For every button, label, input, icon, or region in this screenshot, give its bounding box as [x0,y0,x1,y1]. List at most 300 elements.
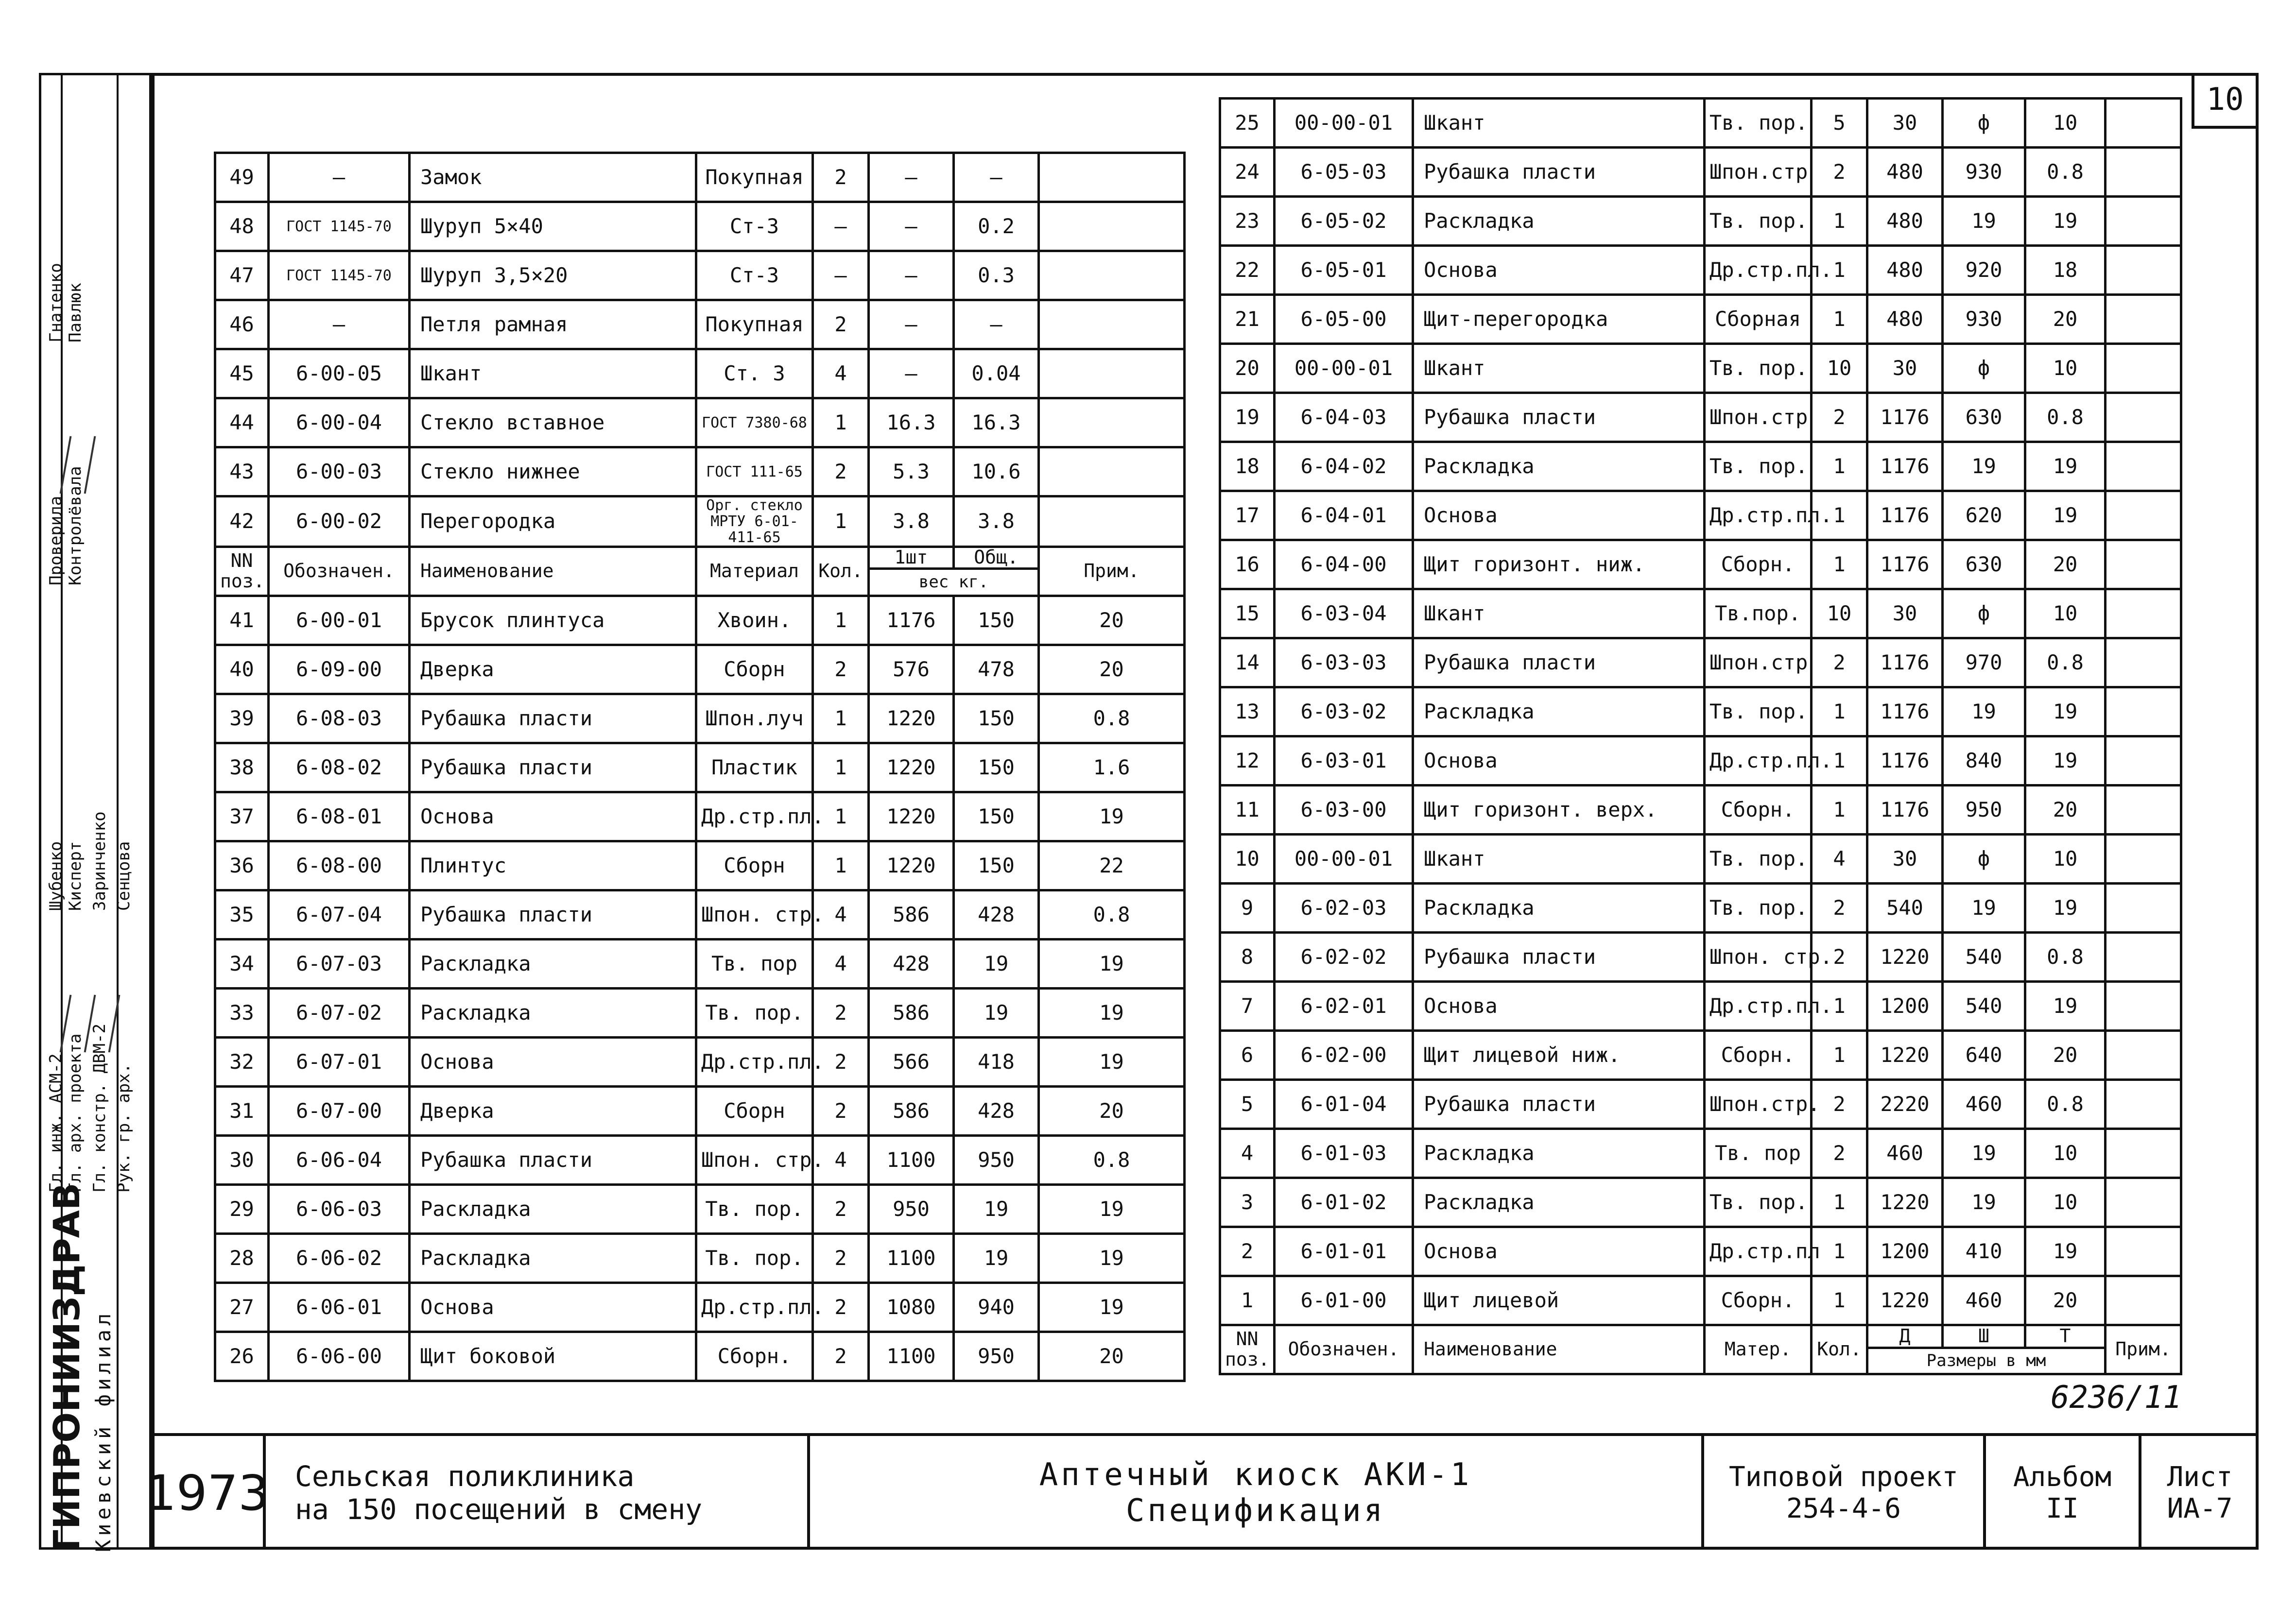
cell-qty: 2 [813,1283,869,1332]
cell-c6: 30 [1867,344,1943,393]
cell-material: Др.стр.пл [1705,1227,1812,1276]
cell-designation: 6-05-02 [1275,197,1413,246]
cell-designation: — [269,300,410,349]
table-row [215,447,1185,496]
cell-material: Др.стр.пл. [1705,736,1812,786]
cell-c6: — [869,202,954,251]
cell-c6: 3.8 [869,496,954,547]
cell-qty: 10 [1812,589,1867,638]
table-row [1220,295,2181,344]
table-row [1220,933,2181,982]
cell-name: Раскладка [410,989,696,1038]
cell-material: Шпон. стр. [696,890,813,940]
header-designation: Обозначен. [1275,1325,1413,1374]
cell-pos: 4 [1220,1129,1275,1178]
cell-c8: 10 [2025,99,2106,148]
cell-c7: 970 [1943,638,2025,687]
table-row [1220,442,2181,491]
table-row [1220,99,2181,148]
cell-pos: 28 [215,1234,269,1283]
cell-note [2106,589,2181,638]
cell-qty: 1 [1812,540,1867,589]
table-header [215,547,1185,569]
header-name: Наименование [410,547,696,596]
cell-qty: 1 [1812,442,1867,491]
cell-c7: 10.6 [954,447,1039,496]
cell-note [2106,344,2181,393]
cell-name: Раскладка [1413,687,1705,736]
sheet [2141,1436,2258,1550]
cell-qty: 2 [813,447,869,496]
cell-pos: 42 [215,496,269,547]
table-row [1220,1227,2181,1276]
cell-pos: 20 [1220,344,1275,393]
cell-material: Ст. 3 [696,349,813,398]
cell-c7: 840 [1943,736,2025,786]
cell-c8: 10 [2025,1129,2106,1178]
cell-c8: 19 [1039,1234,1185,1283]
check-name: Гнатенко [46,263,66,342]
cell-pos: 35 [215,890,269,940]
cell-qty: 1 [813,841,869,890]
cell-note [2106,982,2181,1031]
cell-c7: 0.2 [954,202,1039,251]
cell-pos: 33 [215,989,269,1038]
cell-c8: 19 [1039,1283,1185,1332]
cell-c6: 1100 [869,1136,954,1185]
table-row [1220,1129,2181,1178]
cell-material: Шпон.стр. [1705,1080,1812,1129]
cell-c6: 30 [1867,99,1943,148]
cell-c8: 10 [2025,835,2106,884]
cell-qty: 1 [1812,1031,1867,1080]
album-number: II [2046,1493,2079,1524]
album-label: Альбом [2013,1461,2112,1493]
project-label: Типовой проект [1728,1461,1958,1493]
cell-qty: — [813,251,869,300]
cell-name: Шкант [1413,589,1705,638]
cell-designation: 00-00-01 [1275,835,1413,884]
cell-pos: 41 [215,596,269,645]
cell-c8: 20 [2025,786,2106,835]
cell-qty: 1 [1812,197,1867,246]
table-row [1220,540,2181,589]
cell-c6: 1080 [869,1283,954,1332]
cell-material: Сборн [696,841,813,890]
cell-material: Тв. пор. [696,1185,813,1234]
cell-material: Покупная [696,300,813,349]
cell-material: Сборн [696,1087,813,1136]
cell-qty: 2 [813,1038,869,1087]
cell-c7: 19 [1943,884,2025,933]
table-row [1220,246,2181,295]
cell-c8: 19 [2025,442,2106,491]
cell-pos: 15 [1220,589,1275,638]
cell-c8: 19 [1039,792,1185,841]
cell-c8: 19 [1039,1185,1185,1234]
check-label: Контролёвала [66,466,85,585]
cell-name: Раскладка [410,940,696,989]
cell-designation: 6-02-03 [1275,884,1413,933]
role-label: Рук. гр. арх. [114,1063,134,1193]
cell-designation: 6-06-04 [269,1136,410,1185]
header-weight-one: 1шт [869,547,954,569]
table-row [1220,491,2181,540]
role-name: Заринченко [90,811,109,911]
cell-c6: 1220 [869,841,954,890]
table-row [1220,1080,2181,1129]
cell-qty: 10 [1812,344,1867,393]
cell-c8: 20 [1039,1332,1185,1381]
cell-c7: 19 [1943,1129,2025,1178]
cell-c8: 19 [2025,736,2106,786]
cell-pos: 26 [215,1332,269,1381]
cell-designation: 6-07-01 [269,1038,410,1087]
cell-note [2106,197,2181,246]
cell-name: Рубашка пласти [1413,393,1705,442]
cell-c8 [1039,251,1185,300]
table-row [1220,148,2181,197]
cell-material: Шпон.стр [1705,148,1812,197]
cell-c8: 20 [2025,295,2106,344]
cell-c7: 920 [1943,246,2025,295]
cell-c6: 1220 [1867,933,1943,982]
cell-pos: 44 [215,398,269,447]
cell-designation: 6-08-03 [269,694,410,743]
cell-material: Сборная [1705,295,1812,344]
cell-qty: 1 [813,398,869,447]
project-number: 254-4-6 [1786,1493,1901,1524]
table-row [215,596,1185,645]
cell-c6: 480 [1867,295,1943,344]
cell-designation: 6-02-01 [1275,982,1413,1031]
cell-name: Плинтус [410,841,696,890]
cell-pos: 43 [215,447,269,496]
table-row [215,792,1185,841]
cell-c6: — [869,251,954,300]
cell-c6: 576 [869,645,954,694]
cell-pos: 46 [215,300,269,349]
cell-qty: 1 [1812,1276,1867,1325]
cell-qty: 2 [813,1234,869,1283]
cell-c7: — [954,300,1039,349]
cell-name: Щит лицевой [1413,1276,1705,1325]
cell-name: Рубашка пласти [1413,1080,1705,1129]
cell-pos: 37 [215,792,269,841]
cell-c6: 1220 [1867,1031,1943,1080]
cell-c6: 480 [1867,148,1943,197]
cell-pos: 32 [215,1038,269,1087]
cell-pos: 12 [1220,736,1275,786]
cell-c8: 20 [2025,1031,2106,1080]
table-row [215,1332,1185,1381]
cell-c6: 1100 [869,1234,954,1283]
cell-c6: 5.3 [869,447,954,496]
cell-qty: 4 [1812,835,1867,884]
cell-name: Раскладка [1413,1129,1705,1178]
cell-c7: 950 [954,1332,1039,1381]
cell-qty: 1 [1812,736,1867,786]
cell-qty: 1 [1812,295,1867,344]
cell-c6: 1176 [869,596,954,645]
cell-qty: 4 [813,1136,869,1185]
header-qty: Кол. [1812,1325,1867,1374]
cell-c8: 20 [1039,1087,1185,1136]
cell-designation: 6-07-04 [269,890,410,940]
cell-c8: 10 [2025,589,2106,638]
cell-name: Раскладка [1413,197,1705,246]
cell-c7: 150 [954,841,1039,890]
cell-name: Стекло вставное [410,398,696,447]
role-name: Кисперт [66,841,85,911]
cell-material: ГОСТ 111-65 [696,447,813,496]
cell-material: Тв. пор. [696,1234,813,1283]
cell-name: Основа [1413,491,1705,540]
cell-c7: 460 [1943,1276,2025,1325]
cell-material: Тв. пор. [696,989,813,1038]
title-block [145,1433,2259,1550]
header-sizes: Размеры в мм [1867,1348,2106,1374]
cell-c7: 150 [954,596,1039,645]
cell-designation: 6-03-04 [1275,589,1413,638]
cell-name: Щит лицевой ниж. [1413,1031,1705,1080]
cell-name: Рубашка пласти [410,1136,696,1185]
cell-pos: 10 [1220,835,1275,884]
cell-designation: 6-08-00 [269,841,410,890]
cell-c8: 19 [1039,940,1185,989]
cell-c8: 0.8 [1039,1136,1185,1185]
cell-pos: 9 [1220,884,1275,933]
cell-material: Пластик [696,743,813,792]
cell-pos: 24 [1220,148,1275,197]
cell-material: Тв. пор. [1705,442,1812,491]
organization-branch: Киевский филиал [91,1309,115,1552]
cell-c8: 20 [2025,540,2106,589]
cell-note [2106,246,2181,295]
cell-c7: 150 [954,792,1039,841]
header-thickness: Т [2025,1325,2106,1348]
cell-designation: 6-02-00 [1275,1031,1413,1080]
table-row [215,841,1185,890]
cell-c8 [1039,349,1185,398]
cell-c7: 620 [1943,491,2025,540]
table-row [215,1185,1185,1234]
cell-name: Основа [1413,982,1705,1031]
cell-material: Сборн. [1705,540,1812,589]
cell-c7: 950 [954,1136,1039,1185]
cell-c6: 428 [869,940,954,989]
cell-designation: 6-07-03 [269,940,410,989]
cell-c6: 30 [1867,589,1943,638]
cell-designation: 6-04-01 [1275,491,1413,540]
cell-material: Др.стр.пл. [1705,982,1812,1031]
cell-name: Дверка [410,645,696,694]
cell-name: Основа [410,1283,696,1332]
cell-pos: 34 [215,940,269,989]
table-row [215,743,1185,792]
cell-c7: 19 [954,1185,1039,1234]
table-row [215,251,1185,300]
cell-name: Щит горизонт. верх. [1413,786,1705,835]
cell-designation: 6-06-00 [269,1332,410,1381]
cell-c7: 940 [954,1283,1039,1332]
cell-note [2106,786,2181,835]
cell-name: Раскладка [410,1185,696,1234]
cell-material: Покупная [696,153,813,202]
cell-note [2106,295,2181,344]
cell-qty: 1 [1812,786,1867,835]
cell-qty: — [813,202,869,251]
table-row [215,153,1185,202]
cell-c6: 1176 [1867,393,1943,442]
check-name: Павлюк [66,283,85,342]
cell-qty: 1 [1812,246,1867,295]
cell-name: Раскладка [1413,884,1705,933]
cell-c6: 1176 [1867,540,1943,589]
cell-c6: 586 [869,1087,954,1136]
cell-note [2106,442,2181,491]
cell-name: Петля рамная [410,300,696,349]
cell-designation: 6-00-01 [269,596,410,645]
cell-c6: 1220 [1867,1178,1943,1227]
cell-c7: 930 [1943,148,2025,197]
cell-c8: 19 [1039,989,1185,1038]
cell-pos: 30 [215,1136,269,1185]
cell-note [2106,1276,2181,1325]
cell-name: Дверка [410,1087,696,1136]
cell-designation: 6-03-01 [1275,736,1413,786]
cell-qty: 1 [813,496,869,547]
cell-name: Рубашка пласти [410,743,696,792]
cell-qty: 2 [813,989,869,1038]
cell-c8: 20 [1039,596,1185,645]
cell-material: Шпон. стр. [1705,933,1812,982]
cell-qty: 2 [813,1087,869,1136]
spec-table-right [1219,97,2182,1375]
cell-name: Основа [1413,1227,1705,1276]
cell-name: Стекло нижнее [410,447,696,496]
cell-material: Тв. пор. [1705,344,1812,393]
cell-name: Раскладка [410,1234,696,1283]
cell-c6: 480 [1867,197,1943,246]
cell-c6: 2220 [1867,1080,1943,1129]
cell-c8: 19 [2025,982,2106,1031]
cell-qty: 1 [813,792,869,841]
cell-name: Основа [1413,246,1705,295]
year-value: 1973 [145,1464,269,1522]
building-name [266,1436,810,1550]
cell-qty: 1 [813,694,869,743]
header-name: Наименование [1413,1325,1705,1374]
table-row [215,645,1185,694]
cell-designation: 6-03-03 [1275,638,1413,687]
table-row [215,349,1185,398]
cell-designation: ГОСТ 1145-70 [269,202,410,251]
cell-pos: 36 [215,841,269,890]
cell-name: Шкант [1413,835,1705,884]
cell-designation: 6-00-03 [269,447,410,496]
cell-qty: 2 [813,1185,869,1234]
cell-pos: 19 [1220,393,1275,442]
role-label: Гл. констр. ДВМ-2 [90,1024,109,1193]
cell-qty: 1 [1812,982,1867,1031]
cell-c7: 19 [1943,442,2025,491]
sheet-code: 6236/11 [2051,1380,2182,1416]
cell-c6: 950 [869,1185,954,1234]
cell-c6: 1100 [869,1332,954,1381]
cell-c8: 19 [2025,884,2106,933]
cell-name: Основа [410,792,696,841]
cell-c7: 418 [954,1038,1039,1087]
cell-c6: 1176 [1867,491,1943,540]
cell-material: Сборн [696,645,813,694]
cell-qty: 1 [1812,491,1867,540]
cell-pos: 45 [215,349,269,398]
cell-designation: 6-01-01 [1275,1227,1413,1276]
header-pos: NN поз. [1220,1325,1275,1374]
cell-note [2106,1129,2181,1178]
table-row [215,398,1185,447]
cell-material: Тв. пор. [1705,197,1812,246]
cell-c6: 16.3 [869,398,954,447]
header-material: Матер. [1705,1325,1812,1374]
cell-designation: 6-07-00 [269,1087,410,1136]
cell-c7: 150 [954,743,1039,792]
cell-note [2106,933,2181,982]
cell-note [2106,148,2181,197]
organization-name: ГИПРОНИИЗДРАВ [46,1182,88,1552]
cell-pos: 23 [1220,197,1275,246]
cell-qty: 2 [1812,1080,1867,1129]
table-row [1220,589,2181,638]
role-name: Сенцова [114,841,134,911]
cell-designation: 6-05-01 [1275,246,1413,295]
cell-pos: 17 [1220,491,1275,540]
cell-name: Раскладка [1413,442,1705,491]
cell-designation: 00-00-01 [1275,344,1413,393]
table-header [1220,1325,2181,1348]
sheet-number: ИА-7 [2167,1493,2233,1524]
cell-designation: 6-04-03 [1275,393,1413,442]
cell-material: Тв. пор. [1705,99,1812,148]
cell-name: Шуруп 3,5×20 [410,251,696,300]
table-row [1220,884,2181,933]
cell-qty: 2 [1812,933,1867,982]
cell-qty: 5 [1812,99,1867,148]
cell-c8 [1039,153,1185,202]
cell-material: Др.стр.пл. [696,1283,813,1332]
table-row [215,890,1185,940]
drawing-title [810,1436,1704,1550]
cell-c7: 478 [954,645,1039,694]
cell-name: Щит горизонт. ниж. [1413,540,1705,589]
cell-qty: 1 [1812,687,1867,736]
cell-qty: 2 [813,153,869,202]
cell-note [2106,491,2181,540]
table-row [1220,736,2181,786]
cell-c8: 10 [2025,344,2106,393]
cell-material: Сборн. [1705,1031,1812,1080]
cell-pos: 47 [215,251,269,300]
cell-c8 [1039,398,1185,447]
cell-c6: — [869,300,954,349]
year [145,1436,269,1550]
cell-pos: 2 [1220,1227,1275,1276]
cell-c8: 0.8 [1039,694,1185,743]
table-row [1220,687,2181,736]
cell-pos: 16 [1220,540,1275,589]
table-row [1220,835,2181,884]
